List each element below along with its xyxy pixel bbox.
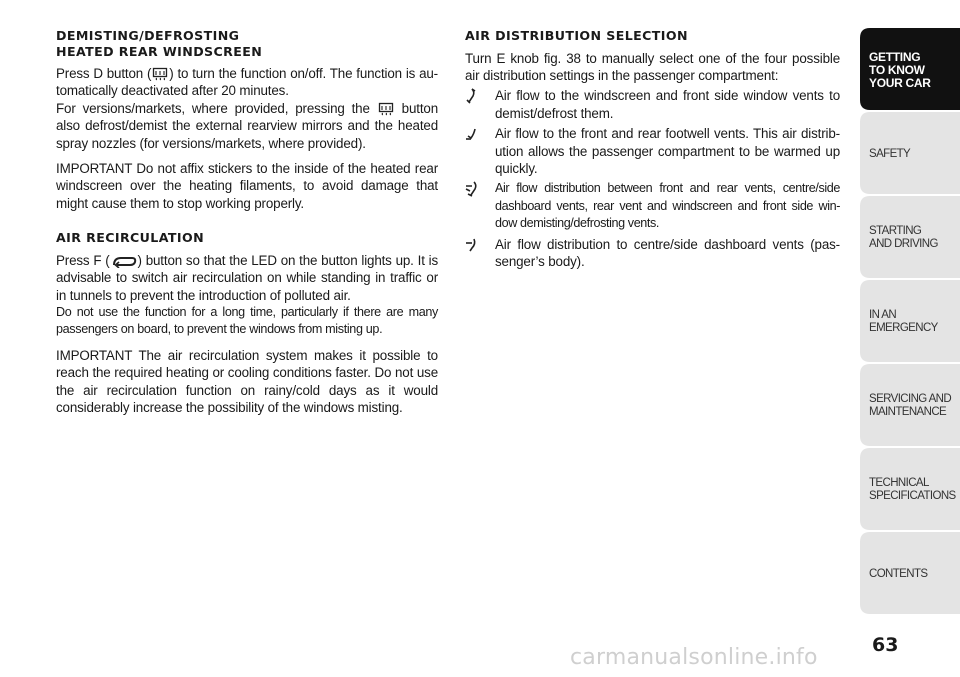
paragraph: Press D button ( ) to turn the function on/off. The function is au-tomatically deactivated after 20 minutes. — [56, 66, 438, 99]
tab-technical[interactable]: TECHNICAL SPECIFICATIONS — [858, 448, 960, 532]
paragraph: IMPORTANT The air recirculation system makes it possible to reach the required heating or cooling conditions faster. Do not use the air recirculation function on rainy/cold days as it would considerably increase the possibility of the windows misting. — [56, 347, 438, 415]
paragraph: IMPORTANT Do not affix stickers to the inside of the heated rear windscreen over the heating filaments, to avoid damage that might cause them to stop working properly. — [56, 161, 438, 211]
watermark: carmanualsonline.info — [570, 645, 818, 670]
tab-getting-to-know[interactable]: GETTING TO KNOW YOUR CAR — [858, 28, 960, 112]
recirculation-icon — [111, 256, 137, 268]
list-item: Air flow distribution to centre/side dashboard vents (pas-senger’s body). — [465, 236, 840, 271]
footwell-airflow-icon — [465, 126, 479, 142]
list-item: Air flow to the windscreen and front side window vents to demist/defrost them. — [465, 87, 840, 122]
tab-servicing[interactable]: SERVICING AND MAINTENANCE — [858, 364, 960, 448]
dashboard-airflow-icon — [465, 237, 479, 253]
paragraph: Do not use the function for a long time, particularly if there are many passengers on board, to prevent the windows from misting up. — [56, 304, 438, 337]
chapter-tabs — [858, 28, 960, 616]
tab-emergency[interactable]: IN AN EMERGENCY — [858, 280, 960, 364]
paragraph: Press F ( ) button so that the LED on the button lights up. It is advisable to switch air recirculation on while standing in traffic or in tunnels to prevent the introduction of polluted air. — [56, 252, 438, 303]
windscreen-airflow-icon — [465, 88, 479, 104]
rear-defrost-icon — [152, 67, 168, 81]
page-number: 63 — [872, 634, 899, 656]
rear-defrost-icon — [378, 102, 394, 116]
left-column — [56, 28, 438, 416]
list-item: Air flow distribution between front and rear vents, centre/side dashboard vents, rear vent and windscreen and front side win-dow demisting/defrosting vents. — [465, 180, 840, 232]
tab-starting-driving[interactable]: STARTING AND DRIVING — [858, 196, 960, 280]
paragraph: For versions/markets, where provided, pressing the button also defrost/demist the external rearview mirrors and the heated spray nozzles (for versions/markets, where provided). — [56, 100, 438, 151]
tab-safety[interactable]: SAFETY — [858, 112, 960, 196]
section-title-defrost: DEMISTING/DEFROSTING HEATED REAR WINDSCREEN — [56, 28, 263, 59]
section-title-recirculation: AIR RECIRCULATION — [56, 230, 205, 246]
paragraph: Turn E knob fig. 38 to manually select one of the four possible air distribution settings in the passenger compartment: — [465, 50, 840, 83]
right-column — [465, 28, 840, 270]
tab-contents[interactable]: CONTENTS — [858, 532, 960, 616]
list-item: Air flow to the front and rear footwell vents. This air distrib-ution allows the passenger compartment to be warmed up quickly. — [465, 125, 840, 177]
multi-vent-airflow-icon — [465, 181, 481, 197]
section-title-air-distribution: AIR DISTRIBUTION SELECTION — [465, 28, 688, 43]
